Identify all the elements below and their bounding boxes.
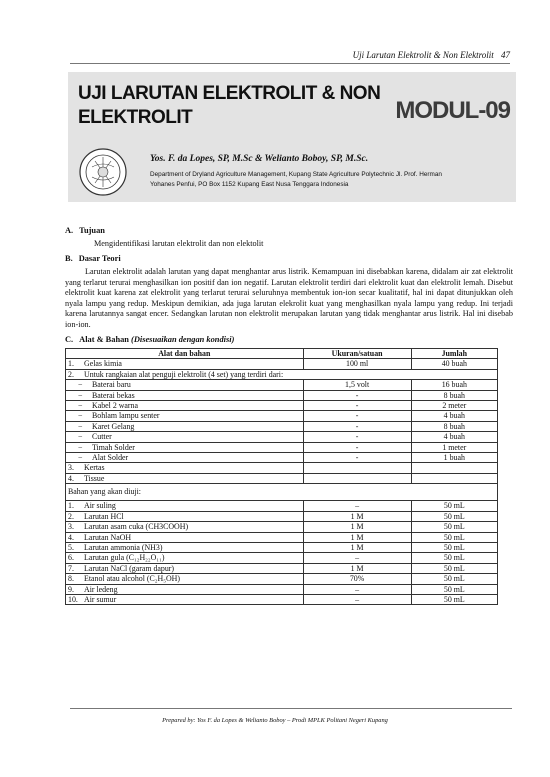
item-size: 1 M [303,542,411,552]
item-name: Larutan NaOH [84,532,132,542]
table-row [66,421,498,431]
table-row [66,553,498,563]
table-row [66,532,498,542]
row-number: 4. [68,532,74,542]
item-size: 1 M [303,532,411,542]
item-quantity: 4 buah [411,432,497,442]
item-size: – [303,501,411,511]
item-size: – [303,584,411,594]
row-number: 1. [68,501,74,511]
row-number: 8. [68,574,74,584]
table-row [66,380,498,390]
table-row [66,563,498,573]
item-size: 1 M [303,522,411,532]
table-row [66,511,498,521]
row-number: 6. [68,553,74,563]
module-number: MODUL-09 [395,97,510,124]
item-name: Kabel 2 warna [92,401,139,411]
item-name: Cutter [92,432,112,442]
affiliation [150,170,510,189]
item-name: Etanol atau alcohol (C₂H₅OH) [84,574,180,584]
column-header: Jumlah [411,349,497,359]
item-quantity: 50 mL [411,584,497,594]
row-number: 2. [68,511,74,521]
table-row [66,574,498,584]
item-quantity: 1 buah [411,453,497,463]
module-title [78,82,398,130]
item-quantity: 50 mL [411,542,497,552]
affiliation-line-1: Department of Dryland Agriculture Management, Kupang State Agriculture Polytechnic Jl. Prof. Herman [150,171,442,178]
header-divider [70,63,510,64]
item-quantity: 50 mL [411,574,497,584]
item-name: Larutan asam cuka (CH3COOH) [84,522,189,532]
item-name: Larutan HCl [84,511,124,521]
item-size: – [303,594,411,604]
theory-paragraph [65,267,513,330]
table-row [66,432,498,442]
section-c-title-text: Alat & Bahan [79,335,129,344]
bullet-dash: − [78,401,83,411]
objective-text: Mengidentifikasi larutan elektrolit dan non elektolit [94,239,264,248]
item-name: Untuk rangkaian alat penguji elektrolit (4 set) yang terdiri dari: [84,369,284,379]
table-row [66,369,498,379]
item-quantity: 50 mL [411,563,497,573]
item-name: Karet Gelang [92,421,135,431]
item-name: Alat Solder [92,453,129,463]
item-name: Timah Solder [92,442,135,452]
item-size: - [303,390,411,400]
table-row [66,522,498,532]
item-size: - [303,401,411,411]
row-number: 7. [68,563,74,573]
item-name: Larutan ammonia (NH3) [84,542,163,552]
item-size: 1 M [303,511,411,521]
item-size: – [303,553,411,563]
item-name: Larutan NaCl (garam dapur) [84,563,175,573]
title-line-1: UJI LARUTAN ELEKTROLIT & NON [78,83,381,104]
bullet-dash: − [78,453,83,463]
table-row [66,584,498,594]
tools-materials-table [65,348,498,605]
bullet-dash: − [78,421,83,431]
table-row [66,453,498,463]
section-b-heading [65,254,513,263]
table-row [66,411,498,421]
title-block [68,72,516,202]
running-header [353,50,510,60]
item-size: 70% [303,574,411,584]
table-row [66,501,498,511]
section-b-letter: B. [65,254,73,263]
theory-paragraph-1: Larutan elektrolit adalah larutan yang dapat menghantar arus listrik. Kemampuan ini disebabkan karena, didalam air zat elektrolit yang terlarut terurai menghasilkan ion positif dan ion negatif. Larutan elektrolit terdiri dari elektrolit kuat dan elektrolit lemah. Disebut elektrolit kuat karena zat elektrolit yang terlarut terurai seluruhnya membentuk ion-ion secar kualitatif, hal ini dapat ditunjukkan oleh nyala lampu yang redup. Meskipun demikian, ada juga larutan elekrolit kuat yang menghasilkan nyala lampu yang redup. Ini terjadi karena larutannya sangat encer. [65,267,513,318]
section-b-title: Dasar Teori [78,254,121,263]
page-number: 47 [501,50,510,60]
item-size: 1 M [303,563,411,573]
row-number: 1. [68,359,74,369]
table-row [66,442,498,452]
row-number: 5. [68,542,74,552]
running-title: Uji Larutan Elektrolit & Non Elektrolit [352,50,494,60]
item-size: - [303,411,411,421]
table-header-row [66,349,498,359]
item-size: 1,5 volt [303,380,411,390]
row-number: 2. [68,369,74,379]
table-row [66,542,498,552]
materials-heading: Bahan yang akan diuji: [66,484,498,501]
item-size: 100 ml [303,359,411,369]
column-header: Alat dan bahan [66,349,304,359]
item-quantity: 50 mL [411,594,497,604]
item-name: Larutan gula (C₁₂H₂₂O₁₁) [84,553,165,563]
item-name: Air sumur [84,594,117,604]
item-quantity: 50 mL [411,501,497,511]
table-row [66,401,498,411]
item-size: - [303,432,411,442]
bullet-dash: − [78,442,83,452]
item-size: - [303,421,411,431]
page-footer: Prepared by: Yos F. da Lopes & Welianto Boboy – Prodi MPLK Politani Negeri Kupang [162,717,388,724]
item-name: Air suling [84,501,116,511]
authors: Yos. F. da Lopes, SP, M.Sc & Welianto Boboy, SP, M.Sc. [150,154,369,164]
section-c-title [79,335,234,344]
item-size [303,463,411,473]
row-number: 3. [68,463,74,473]
section-c-letter: C. [65,335,74,344]
bullet-dash: − [78,390,83,400]
materials-heading-row [66,484,498,501]
item-quantity [411,463,497,473]
table-row [66,594,498,604]
column-header: Ukuran/satuan [303,349,411,359]
item-quantity: 8 buah [411,421,497,431]
bullet-dash: − [78,432,83,442]
item-quantity: 50 mL [411,553,497,563]
institution-logo-icon [78,147,128,197]
footer-divider [70,708,512,709]
item-size [303,473,411,483]
item-quantity: 8 buah [411,390,497,400]
item-name: Bohlam lampu senter [92,411,160,421]
item-name: Baterai bekas [92,390,135,400]
table-row [66,463,498,473]
bullet-dash: − [78,411,83,421]
section-a-heading [65,226,513,235]
item-size: - [303,442,411,452]
section-a-title: Tujuan [79,226,105,235]
row-number: 9. [68,584,74,594]
item-quantity: 50 mL [411,511,497,521]
item-quantity: 50 mL [411,532,497,542]
affiliation-line-2: Yohanes Penfui, PO Box 1152 Kupang East Nusa Tenggara Indonesia [150,180,349,188]
item-name: Air ledeng [84,584,118,594]
item-name: Gelas kimia [84,359,122,369]
item-quantity [411,473,497,483]
item-name: Tissue [84,473,105,483]
row-number: 10. [68,594,78,604]
item-quantity: 1 meter [411,442,497,452]
item-quantity: 50 mL [411,522,497,532]
section-c-title-note: (Disesuaikan dengan kondisi) [131,335,235,344]
item-name: Baterai baru [92,380,131,390]
table-row [66,359,498,369]
item-quantity: 16 buah [411,380,497,390]
content [65,226,513,605]
section-a-letter: A. [65,226,74,235]
item-name: Kertas [84,463,105,473]
table-row [66,473,498,483]
theory-paragraph-2: Sedangkan larutan non elektrolit merupakan larutan yang tidak menghantar arus listrik. Hal ini disebab ion-ion. [65,309,513,329]
title-line-2: ELEKTROLIT [78,107,193,128]
table-row [66,390,498,400]
section-c-heading [65,335,513,344]
bullet-dash: − [78,380,83,390]
item-size: - [303,453,411,463]
row-number: 3. [68,522,74,532]
item-quantity: 40 buah [411,359,497,369]
row-number: 4. [68,473,74,483]
item-quantity: 2 meter [411,401,497,411]
item-quantity: 4 buah [411,411,497,421]
